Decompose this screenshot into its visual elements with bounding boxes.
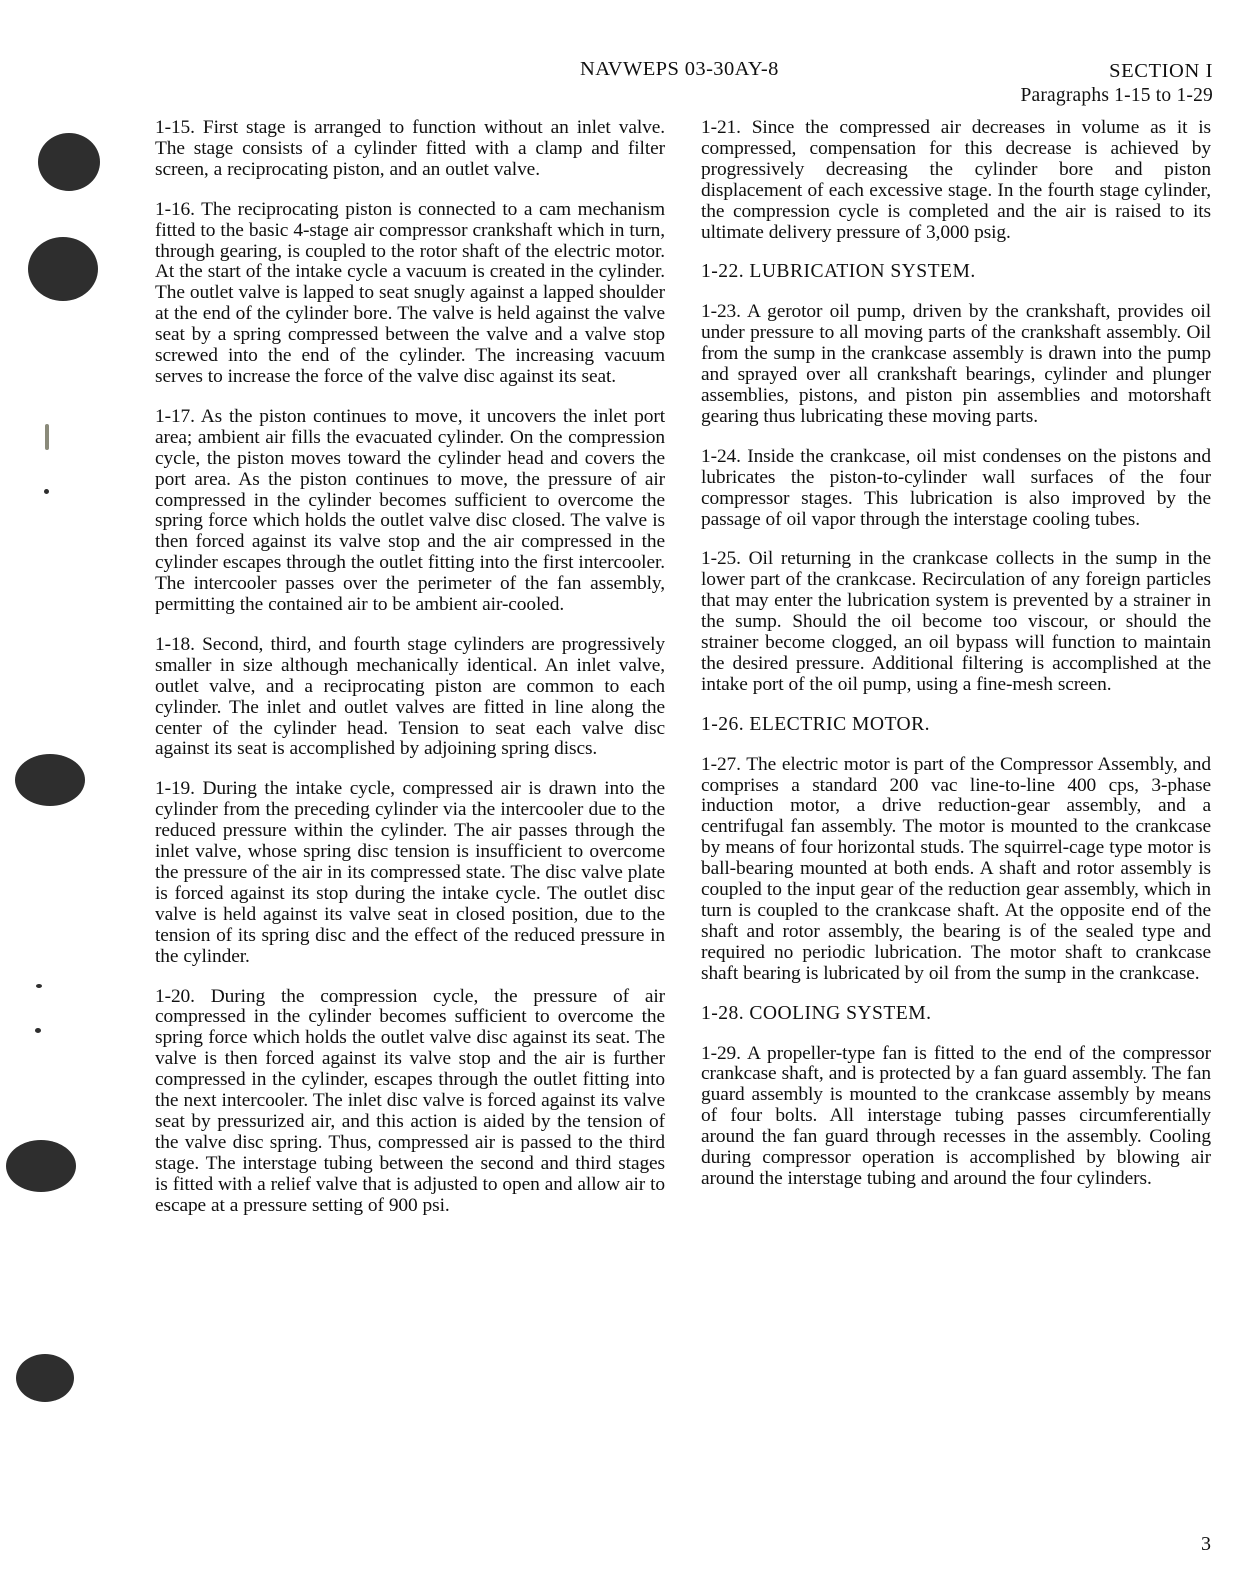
paragraph-1-24: 1-24. Inside the crankcase, oil mist condenses on the pistons and lubricates the piston-to-cylinder wall surfaces of the four compressor stages. This lubrication is also improved by the passage of oil vapor through the interstage cooling tubes. [701,445,1211,530]
page-header [150,58,1213,110]
paragraph-range-label: Paragraphs 1-15 to 1-29 [1020,85,1213,107]
right-column [701,118,1211,1217]
heading-1-26-electric-motor: 1-26. ELECTRIC MOTOR. [701,713,930,735]
page-number: 3 [1201,1533,1211,1555]
paragraph-1-16: 1-16. The reciprocating piston is connected to a cam mechanism fitted to the basic 4-stage air compressor crankshaft which in turn, through gearing, is coupled to the rotor shaft of the electric motor. At the start of the intake cycle a vacuum is created in the cylinder. The outlet valve is lapped to seat snugly against a lapped shoulder at the end of the cylinder bore. The valve is held against the valve seat by a spring compressed between the valve and a valve stop screwed into the end of the cylinder. The increasing vacuum serves to increase the force of the valve disc against its seat. [155,198,665,387]
header-right-block [1020,58,1213,109]
paragraph-1-27: 1-27. The electric motor is part of the Compressor Assembly, and comprises a standard 200 vac line-to-line 400 cps, 3-phase induction motor, a drive reduction-gear assembly, and a centrifugal fan assembly. The motor is mounted to the crankcase by means of four horizontal studs. The squirrel-cage type motor is ball-bearing mounted at both ends. A shaft and rotor assembly is coupled to the input gear of the reduction gear assembly, which in turn is coupled to the crankcase shaft. At the opposite end of the shaft and rotor assembly, the bearing is of the sealed type and required no periodic lubrication. The motor shaft to crankcase shaft bearing is lubricated by oil from the sump in the crankcase. [701,753,1211,984]
section-label: SECTION I [1109,60,1213,82]
hole-punch-artifact [16,1354,74,1402]
paragraph-1-19: 1-19. During the intake cycle, compressed air is drawn into the cylinder from the preceding cylinder via the intercooler due to the reduced pressure within the cylinder. The air passes through the inlet valve, whose spring disc tension is insufficient to overcome the pressure of the air in its compressed state. The disc valve plate is forced against its stop during the intake cycle. The outlet disc valve is held against its valve seat in closed position, due to the tension of its spring disc and the effect of the reduced pressure in the cylinder. [155,778,665,967]
paragraph-1-21: 1-21. Since the compressed air decreases in volume as it is compressed, compensation for this decrease is achieved by progressively decreasing the cylinder bore and piston displacement of each excessive stage. In the fourth stage cylinder, the compression cycle is completed and the air is raised to its ultimate delivery pressure of 3,000 psig. [701,117,1211,243]
paragraph-1-15: 1-15. First stage is arranged to function without an inlet valve. The stage consists of a cylinder fitted with a clamp and filter screen, a reciprocating piston, and an outlet valve. [155,117,665,180]
body-columns [0,118,1255,1217]
paragraph-1-25: 1-25. Oil returning in the crankcase collects in the sump in the lower part of the crankcase. Recirculation of any foreign particles that may enter the lubrication system is prevented by a strainer in the sump. Should the oil become too viscour, or should the strainer become clogged, an oil bypass will function to maintain the desired pressure. Additional filtering is accomplished at the intake port of the oil pump, using a fine-mesh screen. [701,548,1211,695]
heading-1-28-cooling-system: 1-28. COOLING SYSTEM. [701,1002,932,1024]
paragraph-1-29: 1-29. A propeller-type fan is fitted to the end of the compressor crankcase shaft, and is protected by a fan guard assembly. The fan guard assembly is mounted to the crankcase assembly by means of four bolts. All interstage tubing passes circumferentially around the fan guard through recesses in the assembly. Cooling during compressor operation is accomplished by blowing air around the interstage tubing and around the four cylinders. [701,1042,1211,1189]
paragraph-1-17: 1-17. As the piston continues to move, it uncovers the inlet port area; ambient air fills the evacuated cylinder. On the compression cycle, the piston moves toward the cylinder head and covers the port area. As the piston continues to move, the pressure of air compressed in the cylinder becomes sufficient to overcome the spring force which holds the outlet valve disc closed. The valve is then forced against its valve stop and the air compressed in the cylinder escapes through the outlet fitting into the first intercooler. The intercooler passes over the perimeter of the fan assembly, permitting the contained air to be ambient air-cooled. [155,405,665,616]
document-number: NAVWEPS 03-30AY-8 [580,58,779,80]
paragraph-1-23: 1-23. A gerotor oil pump, driven by the crankshaft, provides oil under pressure to all moving parts of the crankshaft assembly. Oil from the sump in the crankcase assembly is drawn into the pump and sprayed over all crankshaft bearings, cylinder and plunger assemblies, pistons, and piston pin assemblies and motorshaft gearing thus lubricating these moving parts. [701,301,1211,427]
heading-1-22-lubrication-system: 1-22. LUBRICATION SYSTEM. [701,261,976,283]
paragraph-1-20: 1-20. During the compression cycle, the pressure of air compressed in the cylinder becomes sufficient to overcome the spring force which holds the outlet valve disc against its seat. The valve is then forced against its valve stop and the air is further compressed in the cylinder, escapes through the outlet fitting into the next intercooler. The inlet disc valve is forced against its valve seat by pressurized air, and this action is aided by the tension of the valve disc spring. Thus, compressed air is passed to the third stage. The interstage tubing between the second and third stages is fitted with a relief valve that is adjusted to open and allow air to escape at a pressure setting of 900 psi. [155,985,665,1216]
left-column [155,118,665,1217]
paragraph-1-18: 1-18. Second, third, and fourth stage cylinders are progressively smaller in size although mechanically identical. An inlet valve, outlet valve, and a reciprocating piston are common to each cylinder. The inlet and outlet valves are fitted in line along the center of the cylinder head. Tension to seat each valve disc against its seat is accomplished by adjoining spring discs. [155,633,665,760]
